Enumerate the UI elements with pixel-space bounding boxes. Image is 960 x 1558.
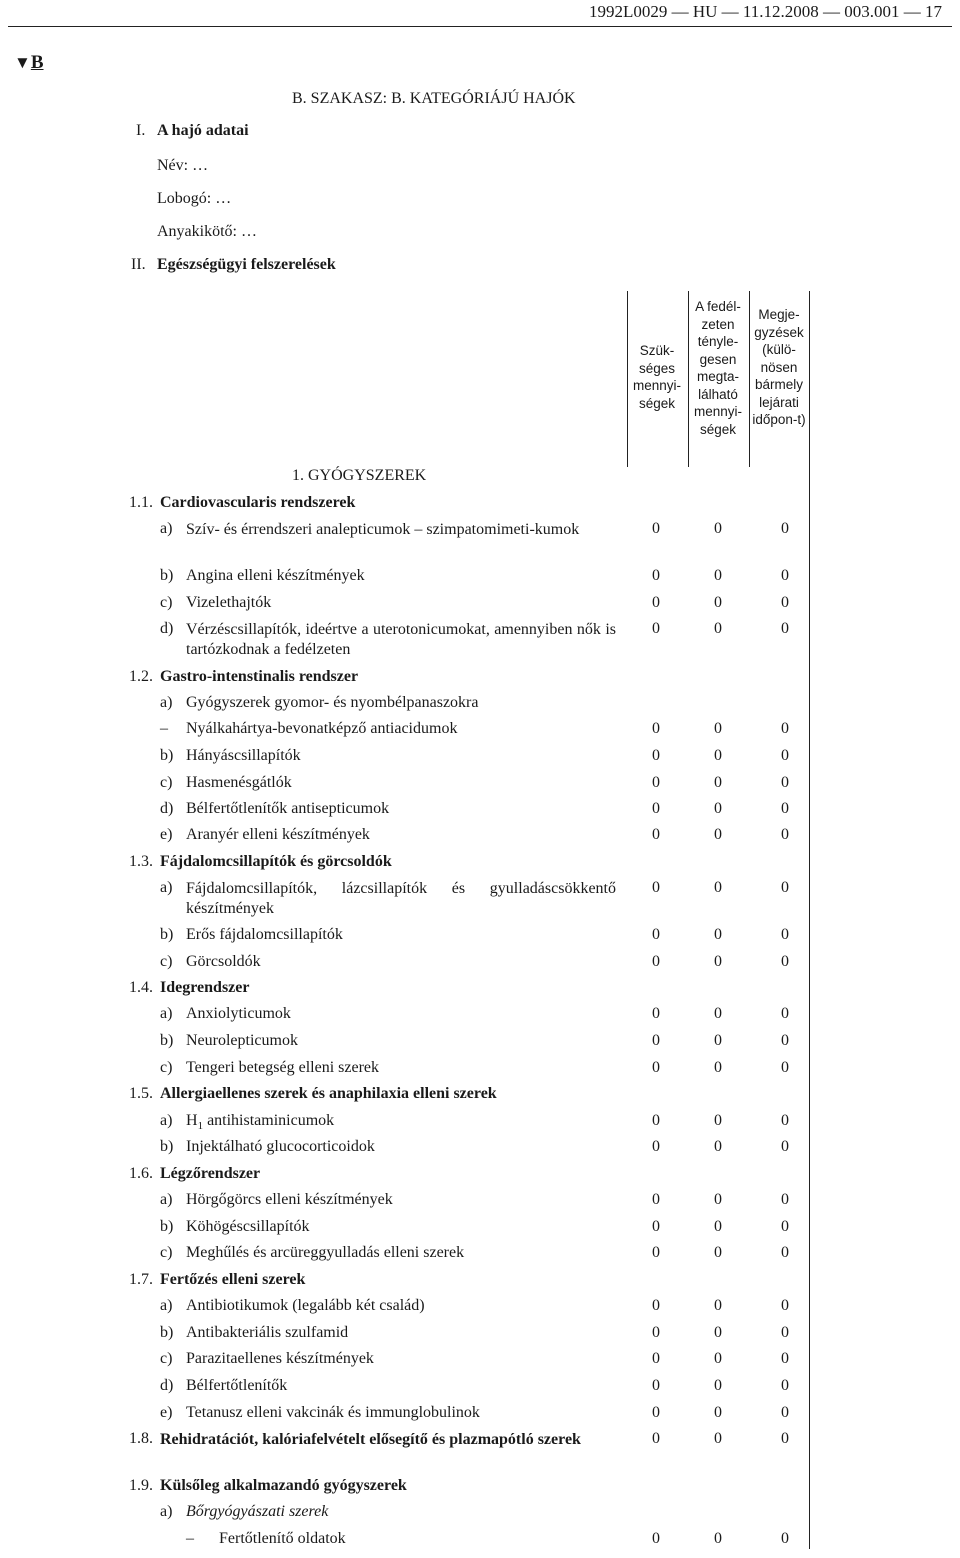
list-item — [0, 747, 960, 773]
required-qty: 0 — [652, 1059, 660, 1076]
item-label: b) — [160, 1138, 174, 1155]
remarks-value: 0 — [781, 1244, 789, 1261]
equipment-heading: Egészségügyi felszerelések — [157, 256, 336, 273]
item-text: Vérzéscsillapítók, ideértve a uterotonicumokat, amennyiben nők is tartózkodnak a fedélzeten — [186, 621, 616, 658]
section-number: 1.5. — [129, 1085, 153, 1102]
section-number: 1.1. — [129, 494, 153, 511]
item-text: Tengeri betegség elleni szerek — [186, 1059, 380, 1076]
list-item — [0, 694, 960, 720]
list-item — [0, 1324, 960, 1350]
group-title: 1. GYÓGYSZEREK — [292, 467, 427, 484]
required-qty: 0 — [652, 747, 660, 764]
section-number: 1.4. — [129, 979, 153, 996]
equipment-heading-number: II. — [131, 256, 146, 273]
ship-heading: A hajó adatai — [157, 122, 249, 139]
section-title: Gastro-intenstinalis rendszer — [160, 668, 359, 685]
item-text: Anxiolyticumok — [186, 1005, 291, 1022]
onboard-qty: 0 — [714, 1218, 722, 1235]
list-item — [0, 879, 960, 925]
column-header-required: Szük-séges mennyi-ségek — [632, 343, 681, 411]
list-item — [0, 926, 960, 952]
list-item — [0, 774, 960, 800]
section-title: Fájdalomcsillapítók és görcsoldók — [160, 853, 392, 870]
onboard-qty: 0 — [714, 1404, 722, 1421]
section-heading — [0, 1477, 960, 1503]
item-text: Meghűlés és arcüreggyulladás elleni szerek — [186, 1244, 465, 1261]
item-label: c) — [160, 1059, 173, 1076]
onboard-qty: 0 — [714, 1324, 722, 1341]
required-qty: 0 — [652, 1112, 660, 1129]
dash-bullet: – — [160, 720, 168, 737]
ship-heading-number: I. — [136, 122, 146, 139]
section-heading — [0, 979, 960, 1005]
section-number: 1.9. — [129, 1477, 153, 1494]
item-text: $H_1$ antihistaminicumok — [186, 1112, 335, 1133]
onboard-qty: 0 — [714, 747, 722, 764]
item-label: a) — [160, 694, 173, 711]
list-item — [0, 1191, 960, 1217]
remarks-value: 0 — [781, 1377, 789, 1394]
remarks-value: 0 — [781, 1059, 789, 1076]
onboard-qty: 0 — [714, 620, 722, 637]
onboard-qty: 0 — [714, 926, 722, 943]
required-qty: 0 — [652, 1218, 660, 1235]
item-text: Erős fájdalomcsillapítók — [186, 926, 343, 943]
section-number: 1.7. — [129, 1271, 153, 1288]
onboard-qty: 0 — [714, 567, 722, 584]
onboard-qty: 0 — [714, 594, 722, 611]
item-label: a) — [160, 1191, 173, 1208]
remarks-value: 0 — [781, 594, 789, 611]
required-qty: 0 — [652, 1297, 660, 1314]
item-label: d) — [160, 800, 174, 817]
list-item — [0, 1377, 960, 1403]
required-qty: 0 — [652, 879, 660, 896]
item-text: Hasmenésgátlók — [186, 774, 292, 791]
section-heading — [0, 668, 960, 694]
required-qty: 0 — [652, 1324, 660, 1341]
list-item — [0, 620, 960, 666]
section-heading — [0, 1165, 960, 1191]
item-label: a) — [160, 1005, 173, 1022]
column-header-remarks: Megje-gyzések (külö-nösen bármely lejárati időpon-t) — [752, 307, 806, 427]
onboard-qty: 0 — [714, 1191, 722, 1208]
remarks-value: 0 — [781, 1324, 789, 1341]
required-qty: 0 — [652, 1377, 660, 1394]
section-number: 1.3. — [129, 853, 153, 870]
remarks-value: 0 — [781, 1297, 789, 1314]
list-item — [0, 826, 960, 852]
required-qty: 0 — [652, 1138, 660, 1155]
onboard-qty: 0 — [714, 800, 722, 817]
document-reference: 1992L0029 — HU — 11.12.2008 — 003.001 — 17 — [588, 2, 942, 21]
list-item — [0, 1218, 960, 1244]
section-title: Idegrendszer — [160, 979, 250, 996]
required-qty: 0 — [652, 1191, 660, 1208]
remarks-value: 0 — [781, 1350, 789, 1367]
list-item — [0, 1112, 960, 1138]
section-title: Fertőzés elleni szerek — [160, 1271, 306, 1288]
required-qty: 0 — [652, 774, 660, 791]
required-qty: 0 — [652, 720, 660, 737]
list-item — [0, 800, 960, 826]
list-item — [0, 594, 960, 620]
section-heading — [0, 1271, 960, 1297]
marker-letter: B — [30, 52, 44, 73]
item-text: Parazitaellenes készítmények — [186, 1350, 374, 1367]
section-heading — [0, 853, 960, 879]
item-text: Bélfertőtlenítők — [186, 1377, 288, 1394]
remarks-value: 0 — [781, 800, 789, 817]
remarks-value: 0 — [781, 747, 789, 764]
required-qty: 0 — [652, 620, 660, 637]
remarks-value: 0 — [781, 1032, 789, 1049]
remarks-value: 0 — [781, 774, 789, 791]
required-qty: 0 — [652, 567, 660, 584]
remarks-value: 0 — [781, 1530, 789, 1547]
remarks-value: 0 — [781, 1005, 789, 1022]
required-qty: 0 — [652, 1530, 660, 1547]
onboard-qty: 0 — [714, 1112, 722, 1129]
onboard-qty: 0 — [714, 1430, 722, 1447]
required-qty: 0 — [652, 1005, 660, 1022]
item-text: Nyálkahártya-bevonatképző antiacidumok — [186, 720, 458, 737]
ship-port-field: Anyakikötő: … — [157, 223, 257, 240]
onboard-qty: 0 — [714, 720, 722, 737]
item-label: b) — [160, 1324, 174, 1341]
required-qty: 0 — [652, 1430, 660, 1447]
required-qty: 0 — [652, 953, 660, 970]
item-label: b) — [160, 567, 174, 584]
item-label: a) — [160, 520, 173, 537]
section-number: 1.8. — [129, 1430, 153, 1447]
list-item — [0, 1059, 960, 1085]
required-qty: 0 — [652, 1350, 660, 1367]
onboard-qty: 0 — [714, 1377, 722, 1394]
ship-name-field: Név: … — [157, 157, 209, 174]
list-item — [0, 1297, 960, 1323]
remarks-value: 0 — [781, 1112, 789, 1129]
section-title: Légzőrendszer — [160, 1165, 261, 1182]
remarks-value: 0 — [781, 1430, 789, 1447]
header-divider — [8, 26, 952, 27]
required-qty: 0 — [652, 1404, 660, 1421]
onboard-qty: 0 — [714, 953, 722, 970]
onboard-qty: 0 — [714, 1138, 722, 1155]
list-item — [0, 1244, 960, 1270]
remarks-value: 0 — [781, 520, 789, 537]
required-qty: 0 — [652, 594, 660, 611]
onboard-qty: 0 — [714, 1350, 722, 1367]
list-item — [0, 1032, 960, 1058]
column-header-onboard: A fedél-zeten tényle-gesen megta-lálható mennyi-ségek — [693, 299, 742, 437]
item-text: Görcsoldók — [186, 953, 261, 970]
item-label: c) — [160, 594, 173, 611]
section-title: Allergiaellenes szerek és anaphilaxia elleni szerek — [160, 1085, 497, 1102]
item-text: Aranyér elleni készítmények — [186, 826, 370, 843]
onboard-qty: 0 — [714, 1005, 722, 1022]
section-title: B. SZAKASZ: B. KATEGÓRIÁJÚ HAJÓK — [292, 90, 576, 107]
onboard-qty: 0 — [714, 1244, 722, 1261]
item-label: d) — [160, 1377, 174, 1394]
required-qty: 0 — [652, 800, 660, 817]
item-text: Gyógyszerek gyomor- és nyombélpanaszokra — [186, 694, 479, 711]
list-item — [0, 1138, 960, 1164]
onboard-qty: 0 — [714, 520, 722, 537]
item-text: Injektálható glucocorticoidok — [186, 1138, 375, 1155]
item-text: Szív- és érrendszeri analepticumok – szimpatomimeti-kumok — [186, 521, 580, 538]
item-label: e) — [160, 1404, 173, 1421]
required-qty: 0 — [652, 1032, 660, 1049]
amendment-marker — [14, 52, 44, 74]
remarks-value: 0 — [781, 1404, 789, 1421]
section-title: Cardiovascularis rendszerek — [160, 494, 356, 511]
list-item — [0, 520, 960, 566]
onboard-qty: 0 — [714, 1059, 722, 1076]
section-heading — [0, 1085, 960, 1111]
list-item — [0, 567, 960, 593]
required-qty: 0 — [652, 926, 660, 943]
remarks-value: 0 — [781, 1218, 789, 1235]
item-label: b) — [160, 747, 174, 764]
item-label: a) — [160, 879, 173, 896]
item-text: Tetanusz elleni vakcinák és immunglobulinok — [186, 1404, 480, 1421]
item-label: d) — [160, 620, 174, 637]
item-label: c) — [160, 1350, 173, 1367]
section-heading — [0, 494, 960, 520]
item-text: Köhögéscsillapítók — [186, 1218, 310, 1235]
item-label: a) — [160, 1112, 173, 1129]
list-item — [0, 1005, 960, 1031]
remarks-value: 0 — [781, 620, 789, 637]
section-number: 1.6. — [129, 1165, 153, 1182]
list-item — [0, 720, 960, 746]
required-qty: 0 — [652, 520, 660, 537]
onboard-qty: 0 — [714, 1297, 722, 1314]
item-label: a) — [160, 1297, 173, 1314]
remarks-value: 0 — [781, 926, 789, 943]
item-label: a) — [160, 1503, 173, 1520]
section-title: Rehidratációt, kalóriafelvételt elősegítő és plazmapótló szerek — [160, 1431, 581, 1448]
item-text: Fájdalomcsillapítók, lázcsillapítók és gyulladáscsökkentő készítmények — [186, 880, 616, 917]
section-heading — [0, 1430, 960, 1476]
list-item — [0, 1503, 960, 1529]
item-text: Neurolepticumok — [186, 1032, 298, 1049]
item-text: Antibiotikumok (legalább két család) — [186, 1297, 425, 1314]
item-text: Bélfertőtlenítők antisepticumok — [186, 800, 390, 817]
item-label: b) — [160, 1032, 174, 1049]
section-title: Külsőleg alkalmazandó gyógyszerek — [160, 1477, 407, 1494]
item-label: c) — [160, 953, 173, 970]
item-text: Bőrgyógyászati szerek — [186, 1503, 329, 1520]
remarks-value: 0 — [781, 953, 789, 970]
onboard-qty: 0 — [714, 879, 722, 896]
triangle-down-icon: ▼ — [14, 53, 31, 72]
list-item — [0, 1530, 960, 1556]
onboard-qty: 0 — [714, 1530, 722, 1547]
item-text: Fertőtlenítő oldatok — [219, 1530, 346, 1547]
onboard-qty: 0 — [714, 1032, 722, 1049]
remarks-value: 0 — [781, 1138, 789, 1155]
item-text: Vizelethajtók — [186, 594, 272, 611]
item-text: Angina elleni készítmények — [186, 567, 365, 584]
list-item — [0, 953, 960, 979]
required-qty: 0 — [652, 826, 660, 843]
item-text: Hörgőgörcs elleni készítmények — [186, 1191, 393, 1208]
item-label: c) — [160, 1244, 173, 1261]
remarks-value: 0 — [781, 1191, 789, 1208]
item-label: e) — [160, 826, 173, 843]
onboard-qty: 0 — [714, 774, 722, 791]
section-number: 1.2. — [129, 668, 153, 685]
remarks-value: 0 — [781, 879, 789, 896]
dash-bullet: – — [186, 1530, 194, 1547]
item-text: Hányáscsillapítók — [186, 747, 301, 764]
item-label: c) — [160, 774, 173, 791]
onboard-qty: 0 — [714, 826, 722, 843]
list-item — [0, 1404, 960, 1430]
item-label: b) — [160, 926, 174, 943]
ship-flag-field: Lobogó: … — [157, 190, 232, 207]
item-text: Antibakteriális szulfamid — [186, 1324, 349, 1341]
remarks-value: 0 — [781, 720, 789, 737]
remarks-value: 0 — [781, 826, 789, 843]
list-item — [0, 1350, 960, 1376]
remarks-value: 0 — [781, 567, 789, 584]
item-label: b) — [160, 1218, 174, 1235]
required-qty: 0 — [652, 1244, 660, 1261]
